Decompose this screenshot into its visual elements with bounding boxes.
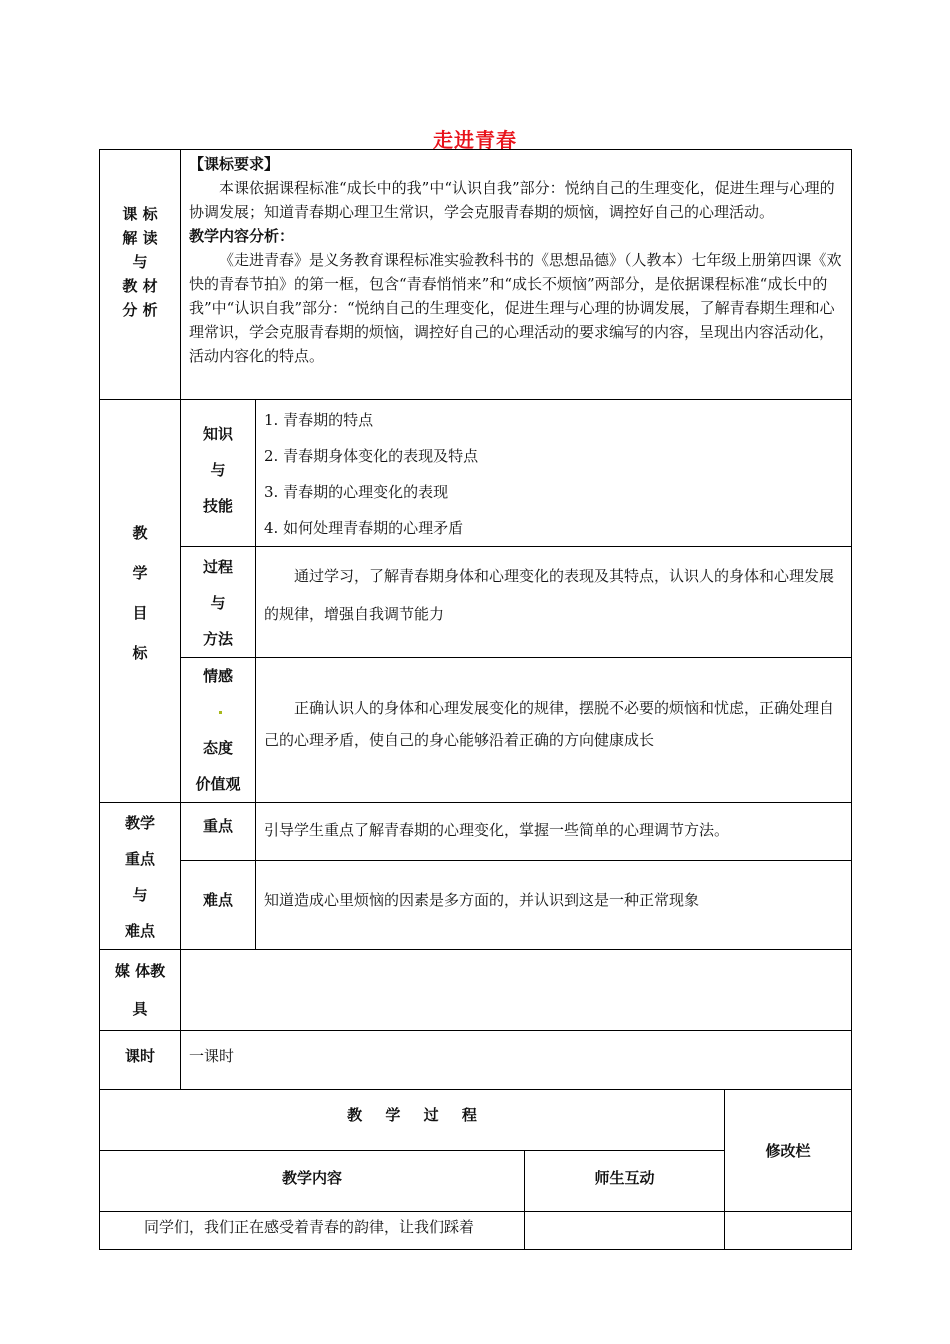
content-analysis-text: 《走进青春》是义务教育课程标准实验教科书的《思想品德》（人教本）七年级上册第四课《欢快的青春节拍》的第一框，包含“青春悄悄来”和“成长不烦恼”两部分，是依据课程标准“成长中的我”中“认识自我”部分：“悦纳自己的生理变化，促进生理与心理的协调发展，了解青春期生理和心理常识，学会克服青春期的烦恼，调控好自己的心理活动的要求编写的内容，呈现出内容活动化，活动内容化的特点。 (189, 251, 842, 365)
lesson-plan-table (99, 149, 852, 1250)
knowledge-skills-content (256, 400, 852, 547)
interaction-header: 师生互动 (525, 1151, 725, 1212)
process-method-label: 过程 与 方法 (181, 547, 256, 658)
curriculum-standard-heading: 【课标要求】 (189, 155, 280, 173)
teaching-goals-label: 教 学 目 标 (100, 400, 181, 803)
focus-content: 引导学生重点了解青春期的心理变化，掌握一些简单的心理调节方法。 (256, 803, 852, 861)
knowledge-item: 2. 青春期身体变化的表现及特点 (264, 447, 479, 465)
curriculum-standard-text: 本课依据课程标准“成长中的我”中“认识自我”部分：悦纳自己的生理变化，促进生理与心理的协调发展；知道青春期心理卫生常识，学会克服青春期的烦恼，调控好自己的心理活动。 (189, 179, 835, 221)
knowledge-item: 1. 青春期的特点 (264, 411, 374, 429)
keypoints-label: 教学 重点 与 难点 (100, 803, 181, 950)
difficulty-content: 知道造成心里烦恼的因素是多方面的，并认识到这是一种正常现象 (256, 861, 852, 950)
marker-dot (219, 711, 222, 714)
process-method-content: 通过学习，了解青春期身体和心理变化的表现及其特点，认识人的身体和心理发展的规律，增强自我调节能力 (256, 547, 852, 658)
curriculum-analysis-label: 课 标 解 读 与 教 材 分 析 (100, 150, 181, 400)
period-label: 课时 (100, 1031, 181, 1090)
teaching-process-header: 教 学 过 程 (100, 1090, 725, 1151)
revision-cell (725, 1212, 852, 1250)
media-label: 媒 体教 具 (100, 950, 181, 1031)
knowledge-item: 3. 青春期的心理变化的表现 (264, 483, 449, 501)
teaching-content-cell: 同学们，我们正在感受着青春的韵律，让我们踩着 (100, 1212, 525, 1250)
teaching-content-header: 教学内容 (100, 1151, 525, 1212)
content-analysis-heading: 教学内容分析： (189, 227, 295, 245)
knowledge-skills-label: 知识 与 技能 (181, 400, 256, 547)
media-content (181, 950, 852, 1031)
emotion-attitude-content: 正确认识人的身体和心理发展变化的规律，摆脱不必要的烦恼和忧虑，正确处理自己的心理矛盾，使自己的身心能够沿着正确的方向健康成长 (256, 658, 852, 803)
revision-column-header: 修改栏 (725, 1090, 852, 1212)
interaction-cell (525, 1212, 725, 1250)
knowledge-item: 4. 如何处理青春期的心理矛盾 (264, 519, 464, 537)
emotion-attitude-label: 情感 态度 价值观 (181, 658, 256, 803)
difficulty-label: 难点 (181, 861, 256, 950)
curriculum-analysis-content (181, 150, 852, 400)
period-content: 一课时 (181, 1031, 852, 1090)
page-title: 走进青春 (433, 128, 517, 152)
focus-label: 重点 (181, 803, 256, 861)
